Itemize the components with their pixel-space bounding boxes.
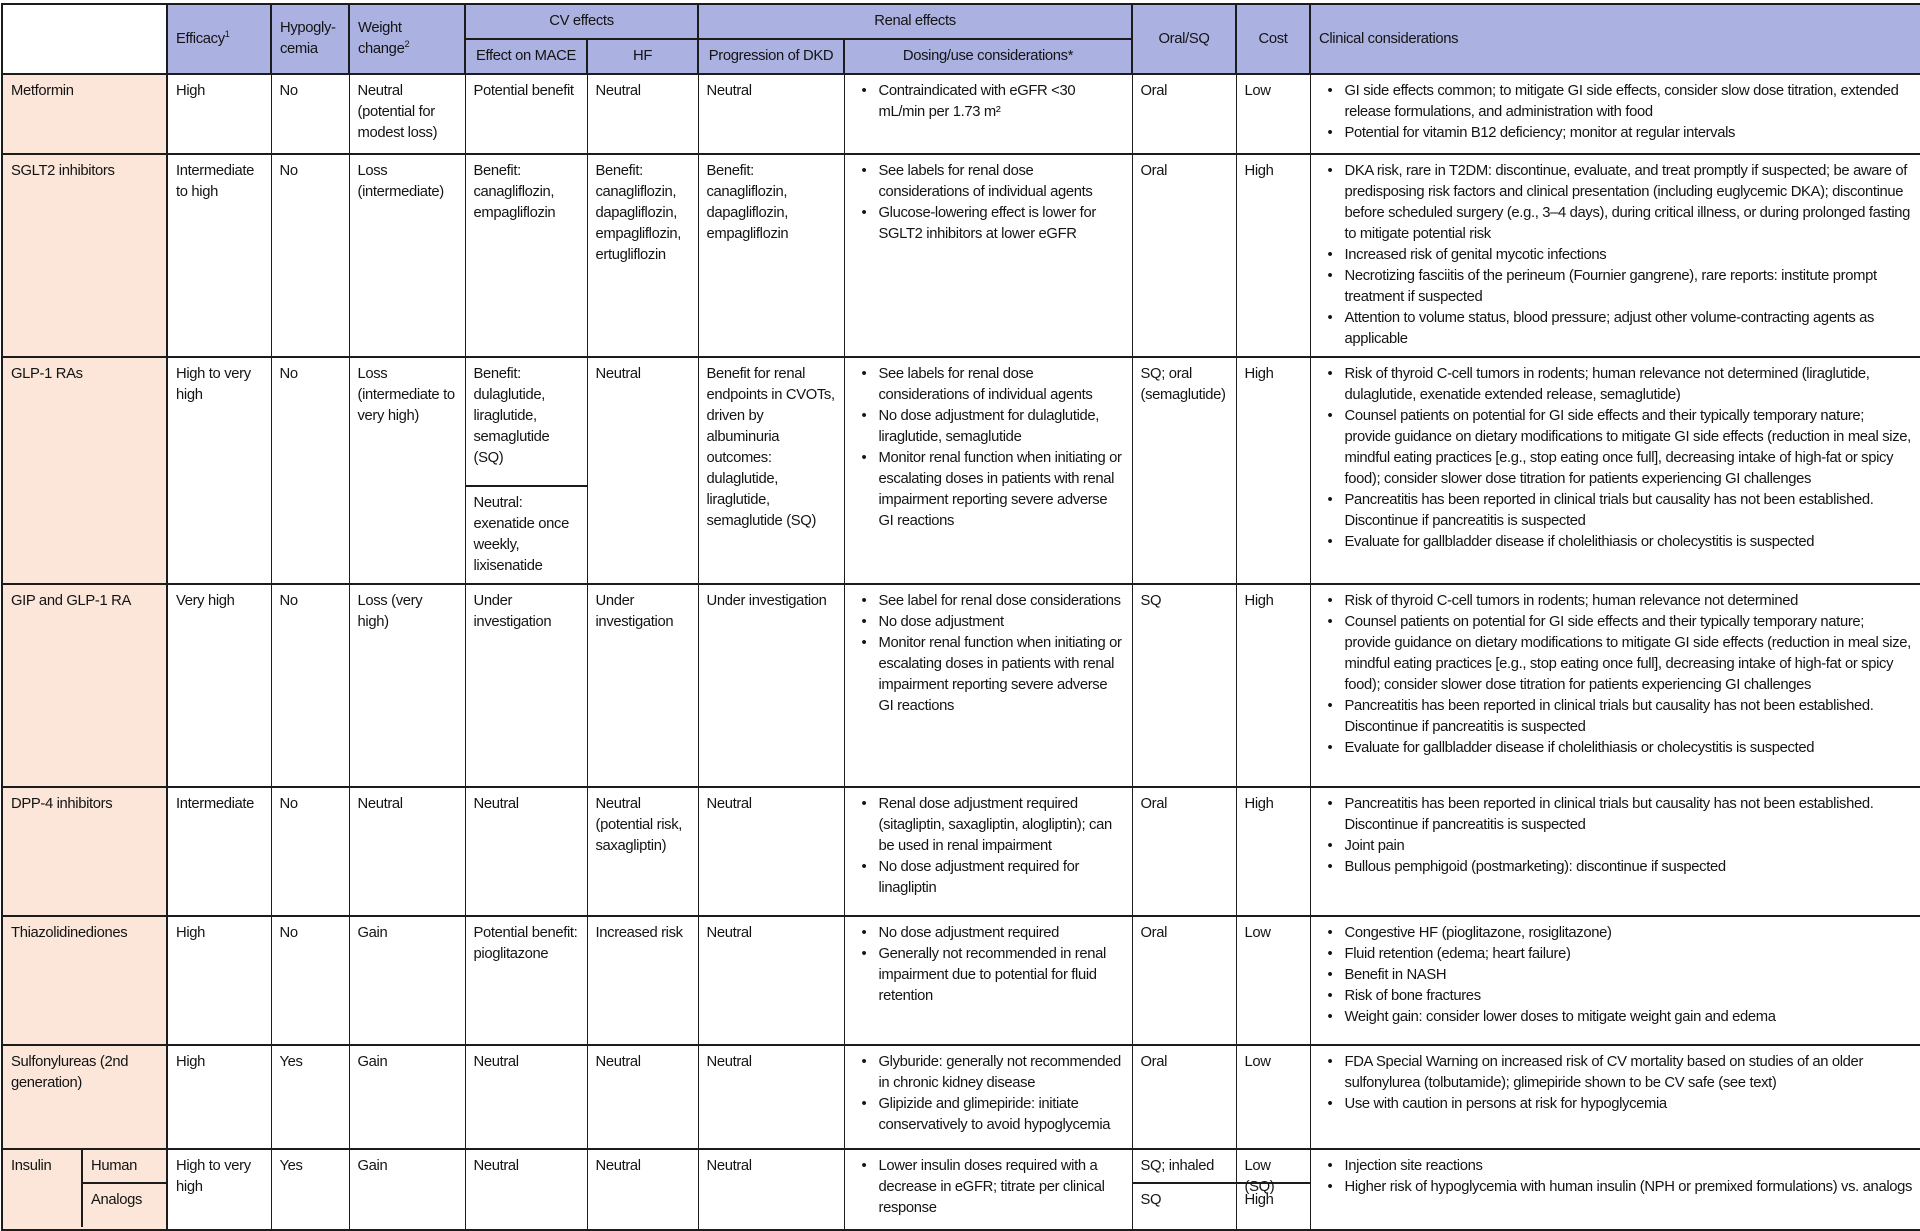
insulin-analogs-cost-subcell: High	[1244, 1192, 1274, 1208]
sglt2-dosing-cell	[844, 154, 1132, 357]
bullet-item	[1319, 123, 1914, 144]
metformin-dkd-cell: Neutral	[698, 74, 844, 154]
metformin-weight-change-cell: Neutral (potential for modest loss)	[349, 74, 465, 154]
metformin-dosing-cell	[844, 74, 1132, 154]
renal-effects-group-label: Renal effects	[874, 13, 956, 29]
table-row-metformin	[2, 74, 1920, 154]
bullet-text: Necrotizing fasciitis of the perineum (Fournier gangrene), rare reports: institute prompt treatment if suspected	[1344, 268, 1877, 305]
tzd-dkd-cell: Neutral	[698, 916, 844, 1045]
header-row-groups	[2, 4, 1920, 39]
metformin-mace-cell: Potential benefit	[465, 74, 587, 154]
bullet-text: Pancreatitis has been reported in clinical trials but causality has not been established. Discontinue if pancreatitis is suspected	[1344, 492, 1874, 529]
bullet-text: Pancreatitis has been reported in clinical trials but causality has not been established. Discontinue if pancreatitis is suspected	[1344, 796, 1874, 833]
insulin-oral-sq-split	[1133, 1150, 1236, 1227]
bullet-text: No dose adjustment required for linagliptin	[878, 859, 1080, 896]
dpp4-efficacy-cell: Intermediate	[167, 787, 271, 916]
bullet-icon: •	[1327, 925, 1333, 941]
sulfonylureas-clinical-cell	[1310, 1045, 1920, 1149]
tzd-clinical-cell	[1310, 916, 1920, 1045]
tzd-drug-cell: Thiazolidinediones	[2, 916, 167, 1045]
bullet-icon: •	[861, 593, 867, 609]
insulin-human-cost-subcell: Low (SQ)	[1237, 1150, 1310, 1184]
glp1-efficacy-cell: High to very high	[167, 357, 271, 584]
bullet-icon: •	[861, 946, 867, 962]
bullet-item	[1319, 1007, 1914, 1028]
bullet-item	[1319, 696, 1914, 738]
insulin-drug-cell	[2, 1149, 167, 1230]
dpp4-dkd-cell: Neutral	[698, 787, 844, 916]
bullet-text: Benefit in NASH	[1344, 967, 1447, 983]
dpp4-clinical-cell	[1310, 787, 1920, 916]
glp1-mace-cell	[465, 357, 587, 584]
bullet-icon: •	[1327, 859, 1333, 875]
dpp4-hypoglycemia-cell: No	[271, 787, 349, 916]
insulin-oral-sq-cell	[1132, 1149, 1236, 1230]
bullet-item	[1319, 612, 1914, 696]
bullet-icon: •	[861, 796, 867, 812]
bullet-item	[853, 857, 1124, 899]
metformin-drug-cell: Metformin	[2, 74, 167, 154]
bullet-icon: •	[861, 635, 867, 651]
cost-header-label: Cost	[1258, 30, 1288, 47]
metformin-oral-sq-cell: Oral	[1132, 74, 1236, 154]
glp1-clinical-cell	[1310, 357, 1920, 584]
progression-of-dkd-header-label: Progression of DKD	[708, 48, 834, 64]
glp1-weight-change-cell: Loss (intermediate to very high)	[349, 357, 465, 584]
bullet-icon: •	[861, 1054, 867, 1070]
bullet-icon: •	[1327, 698, 1333, 714]
sglt2-mace-cell: Benefit: canagliflozin, empagliflozin	[465, 154, 587, 357]
col-header-clinical-considerations	[1310, 4, 1920, 74]
bullet-text: Fluid retention (edema; heart failure)	[1344, 946, 1571, 962]
insulin-clinical-cell	[1310, 1149, 1920, 1230]
dpp4-weight-change-cell: Neutral	[349, 787, 465, 916]
bullet-icon: •	[1327, 1158, 1333, 1174]
insulin-hf-cell: Neutral	[587, 1149, 698, 1230]
bullet-item	[1319, 1052, 1914, 1094]
dpp4-drug-cell: DPP-4 inhibitors	[2, 787, 167, 916]
gip-glp1-mace-cell: Under investigation	[465, 584, 587, 787]
bullet-icon: •	[1327, 838, 1333, 854]
bullet-icon: •	[1327, 593, 1333, 609]
bullet-item	[853, 161, 1124, 203]
bullet-icon: •	[1327, 1096, 1333, 1112]
glp1-oral-sq-cell: SQ; oral (semaglutide)	[1132, 357, 1236, 584]
group-header-renal-effects	[698, 4, 1132, 39]
bullet-item	[1319, 266, 1914, 308]
bullet-text: Glyburide: generally not recommended in chronic kidney disease	[878, 1054, 1121, 1091]
bullet-item	[853, 612, 1124, 633]
sglt2-dkd-cell: Benefit: canagliflozin, dapagliflozin, empagliflozin	[698, 154, 844, 357]
bullet-item	[853, 1052, 1124, 1094]
col-header-cost	[1236, 4, 1310, 74]
col-header-oral-sq	[1132, 4, 1236, 74]
bullet-text: Pancreatitis has been reported in clinical trials but causality has not been established. Discontinue if pancreatitis is suspected	[1344, 698, 1874, 735]
bullet-icon: •	[1327, 946, 1333, 962]
tzd-dosing-cell	[844, 916, 1132, 1045]
col-header-weight-change	[349, 4, 465, 74]
insulin-hypoglycemia-cell: Yes	[271, 1149, 349, 1230]
bullet-icon: •	[861, 366, 867, 382]
bullet-item	[1319, 364, 1914, 406]
insulin-drug-split	[3, 1150, 166, 1227]
sulfonylureas-oral-sq-cell: Oral	[1132, 1045, 1236, 1149]
medication-comparison-table	[1, 3, 1920, 1231]
dpp4-cost-cell: High	[1236, 787, 1310, 916]
sglt2-hf-cell: Benefit: canagliflozin, dapagliflozin, empagliflozin, ertugliflozin	[587, 154, 698, 357]
bullet-item	[1319, 161, 1914, 245]
gip-glp1-hypoglycemia-cell: No	[271, 584, 349, 787]
bullet-icon: •	[1327, 967, 1333, 983]
bullet-item	[1319, 857, 1914, 878]
bullet-item	[1319, 490, 1914, 532]
insulin-drug-label: Insulin	[11, 1158, 52, 1174]
bullet-icon: •	[1327, 366, 1333, 382]
bullet-icon: •	[1327, 125, 1333, 141]
glp1-hypoglycemia-cell: No	[271, 357, 349, 584]
tzd-oral-sq-cell: Oral	[1132, 916, 1236, 1045]
sglt2-efficacy-cell: Intermediate to high	[167, 154, 271, 357]
efficacy-header-label: Efficacy	[176, 30, 225, 47]
gip-glp1-dosing-cell	[844, 584, 1132, 787]
col-header-hf	[587, 39, 698, 74]
gip-glp1-efficacy-cell: Very high	[167, 584, 271, 787]
gip-glp1-dkd-cell: Under investigation	[698, 584, 844, 787]
bullet-item	[1319, 1156, 1914, 1177]
bullet-text: Glucose-lowering effect is lower for SGLT2 inhibitors at lower eGFR	[878, 205, 1096, 242]
bullet-item	[853, 794, 1124, 857]
bullet-item	[853, 591, 1124, 612]
tzd-hf-cell: Increased risk	[587, 916, 698, 1045]
glp1-hf-cell: Neutral	[587, 357, 698, 584]
bullet-text: No dose adjustment for dulaglutide, liraglutide, semaglutide	[878, 408, 1100, 445]
sglt2-cost-cell: High	[1236, 154, 1310, 357]
bullet-icon: •	[1327, 492, 1333, 508]
bullet-icon: •	[1327, 988, 1333, 1004]
glp1-mace-benefit-subcell: Benefit: dulaglutide, liraglutide, semaglutide (SQ)	[473, 366, 550, 466]
tzd-mace-cell: Potential benefit: pioglitazone	[465, 916, 587, 1045]
bullet-text: FDA Special Warning on increased risk of CV mortality based on studies of an older sulfonylurea (tolbutamide); glimepiride shown to be CV safe (see text)	[1344, 1054, 1864, 1091]
glp1-mace-neutral-subcell: Neutral: exenatide once weekly, lixisenatide	[466, 485, 587, 583]
glp1-drug-cell: GLP-1 RAs	[2, 357, 167, 584]
bullet-icon: •	[1327, 408, 1333, 424]
dpp4-oral-sq-cell: Oral	[1132, 787, 1236, 916]
gip-glp1-clinical-cell	[1310, 584, 1920, 787]
bullet-text: Monitor renal function when initiating or escalating doses in patients with renal impairment reporting severe adverse GI reactions	[878, 450, 1122, 529]
bullet-item	[1319, 794, 1914, 836]
bullet-icon: •	[861, 925, 867, 941]
table-row-sulfonylureas	[2, 1045, 1920, 1149]
insulin-efficacy-cell: High to very high	[167, 1149, 271, 1230]
bullet-icon: •	[1327, 1054, 1333, 1070]
bullet-icon: •	[1327, 83, 1333, 99]
bullet-item	[1319, 1177, 1914, 1198]
clinical-considerations-header-label: Clinical considerations	[1319, 30, 1459, 47]
insulin-analogs-subcell: Analogs	[91, 1192, 143, 1208]
bullet-icon: •	[861, 408, 867, 424]
gip-glp1-hf-cell: Under investigation	[587, 584, 698, 787]
bullet-text: Monitor renal function when initiating or escalating doses in patients with renal impairment reporting severe adverse GI reactions	[878, 635, 1122, 714]
bullet-text: See labels for renal dose considerations of individual agents	[878, 163, 1093, 200]
effect-on-mace-header-label: Effect on MACE	[475, 48, 577, 64]
bullet-item	[853, 633, 1124, 717]
bullet-item	[1319, 81, 1914, 123]
bullet-item	[1319, 308, 1914, 350]
table-row-thiazolidinediones	[2, 916, 1920, 1045]
bullet-item	[853, 406, 1124, 448]
metformin-efficacy-cell: High	[167, 74, 271, 154]
bullet-item	[1319, 923, 1914, 944]
glp1-mace-split	[466, 358, 587, 583]
tzd-hypoglycemia-cell: No	[271, 916, 349, 1045]
sulfonylureas-mace-cell: Neutral	[465, 1045, 587, 1149]
col-header-hypoglycemia	[271, 4, 349, 74]
metformin-cost-cell: Low	[1236, 74, 1310, 154]
sulfonylureas-cost-cell: Low	[1236, 1045, 1310, 1149]
bullet-icon: •	[1327, 268, 1333, 284]
bullet-item	[853, 1094, 1124, 1136]
bullet-icon: •	[861, 205, 867, 221]
bullet-text: Contraindicated with eGFR <30 mL/min per 1.73 m²	[878, 83, 1076, 120]
bullet-text: Increased risk of genital mycotic infections	[1344, 247, 1607, 263]
col-header-effect-on-mace	[465, 39, 587, 74]
dpp4-hf-cell: Neutral (potential risk, saxagliptin)	[587, 787, 698, 916]
bullet-text: Injection site reactions	[1344, 1158, 1483, 1174]
bullet-icon: •	[1327, 534, 1333, 550]
bullet-icon: •	[861, 83, 867, 99]
bullet-icon: •	[861, 1096, 867, 1112]
metformin-hf-cell: Neutral	[587, 74, 698, 154]
bullet-item	[853, 448, 1124, 532]
insulin-weight-change-cell: Gain	[349, 1149, 465, 1230]
sulfonylureas-weight-change-cell: Gain	[349, 1045, 465, 1149]
bullet-icon: •	[1327, 1009, 1333, 1025]
bullet-text: Counsel patients on potential for GI side effects and their typically temporary nature; provide guidance on dietary modifications to mitigate GI side effects (reduction in meal size, mindful eating practices [e.g., stop eating once full], decreasing intake of high-fat or spicy food); consider slower dose titration for patients experiencing GI challenges	[1344, 408, 1911, 487]
sulfonylureas-efficacy-cell: High	[167, 1045, 271, 1149]
weight-change-footnote-marker: 2	[404, 39, 410, 50]
sulfonylureas-drug-cell: Sulfonylureas (2nd generation)	[2, 1045, 167, 1149]
sulfonylureas-dosing-cell	[844, 1045, 1132, 1149]
glp1-cost-cell: High	[1236, 357, 1310, 584]
bullet-item	[1319, 738, 1914, 759]
sulfonylureas-hypoglycemia-cell: Yes	[271, 1045, 349, 1149]
bullet-item	[1319, 965, 1914, 986]
table-row-insulin	[2, 1149, 1920, 1230]
insulin-human-route-subcell: SQ; inhaled	[1133, 1150, 1236, 1184]
bullet-item	[1319, 986, 1914, 1007]
cv-effects-group-label: CV effects	[549, 13, 614, 29]
bullet-icon: •	[861, 614, 867, 630]
glp1-dkd-cell: Benefit for renal endpoints in CVOTs, driven by albuminuria outcomes: dulaglutide, liraglutide, semaglutide (SQ)	[698, 357, 844, 584]
col-header-efficacy	[167, 4, 271, 74]
bullet-item	[853, 944, 1124, 1007]
efficacy-footnote-marker: 1	[224, 28, 230, 39]
bullet-text: No dose adjustment required	[878, 925, 1060, 941]
bullet-text: No dose adjustment	[878, 614, 1004, 630]
bullet-icon: •	[1327, 740, 1333, 756]
bullet-icon: •	[861, 1158, 867, 1174]
hf-header-label: HF	[632, 48, 653, 64]
bullet-item	[853, 81, 1124, 123]
metformin-clinical-cell	[1310, 74, 1920, 154]
bullet-text: Risk of bone fractures	[1344, 988, 1481, 1004]
col-header-dosing-considerations	[844, 39, 1132, 74]
bullet-text: Joint pain	[1344, 838, 1405, 854]
bullet-icon: •	[1327, 310, 1333, 326]
sulfonylureas-dkd-cell: Neutral	[698, 1045, 844, 1149]
bullet-text: Generally not recommended in renal impairment due to potential for fluid retention	[878, 946, 1106, 1004]
table-row-glp1-ras	[2, 357, 1920, 584]
bullet-item	[853, 1156, 1124, 1219]
bullet-text: Glipizide and glimepiride: initiate conservatively to avoid hypoglycemia	[878, 1096, 1111, 1133]
bullet-item	[1319, 532, 1914, 553]
insulin-human-subcell: Human	[83, 1150, 166, 1184]
insulin-cost-split	[1237, 1150, 1310, 1227]
bullet-item	[853, 203, 1124, 245]
insulin-dkd-cell: Neutral	[698, 1149, 844, 1230]
bullet-text: Higher risk of hypoglycemia with human insulin (NPH or premixed formulations) vs. analogs	[1344, 1179, 1913, 1195]
insulin-cost-cell	[1236, 1149, 1310, 1230]
bullet-icon: •	[861, 450, 867, 466]
bullet-icon: •	[1327, 1179, 1333, 1195]
insulin-mace-cell: Neutral	[465, 1149, 587, 1230]
weight-change-header-label: Weight change	[358, 20, 405, 57]
corner-cell	[2, 4, 167, 74]
bullet-text: See labels for renal dose considerations of individual agents	[878, 366, 1093, 403]
table-row-dpp4-inhibitors	[2, 787, 1920, 916]
bullet-icon: •	[1327, 163, 1333, 179]
bullet-item	[1319, 1094, 1914, 1115]
bullet-item	[853, 364, 1124, 406]
insulin-dosing-cell	[844, 1149, 1132, 1230]
gip-glp1-cost-cell: High	[1236, 584, 1310, 787]
bullet-text: Bullous pemphigoid (postmarketing): discontinue if suspected	[1344, 859, 1726, 875]
bullet-item	[853, 923, 1124, 944]
bullet-icon: •	[861, 163, 867, 179]
tzd-weight-change-cell: Gain	[349, 916, 465, 1045]
sulfonylureas-hf-cell: Neutral	[587, 1045, 698, 1149]
bullet-icon: •	[1327, 796, 1333, 812]
sglt2-weight-change-cell: Loss (intermediate)	[349, 154, 465, 357]
dpp4-dosing-cell	[844, 787, 1132, 916]
dosing-considerations-header-label: Dosing/use considerations*	[902, 48, 1074, 64]
sglt2-hypoglycemia-cell: No	[271, 154, 349, 357]
bullet-icon: •	[1327, 614, 1333, 630]
bullet-item	[1319, 406, 1914, 490]
table-row-sglt2-inhibitors	[2, 154, 1920, 357]
bullet-item	[1319, 591, 1914, 612]
bullet-text: Counsel patients on potential for GI side effects and their typically temporary nature; provide guidance on dietary modifications to mitigate GI side effects (reduction in meal size, mindful eating practices [e.g., stop eating once full], decreasing intake of high-fat or spicy food); consider slower dose titration for patients experiencing GI challenges	[1344, 614, 1911, 693]
gip-glp1-weight-change-cell: Loss (very high)	[349, 584, 465, 787]
gip-glp1-oral-sq-cell: SQ	[1132, 584, 1236, 787]
col-header-progression-of-dkd	[698, 39, 844, 74]
bullet-text: See label for renal dose considerations	[878, 593, 1121, 609]
sglt2-oral-sq-cell: Oral	[1132, 154, 1236, 357]
bullet-icon: •	[1327, 247, 1333, 263]
bullet-item	[1319, 245, 1914, 266]
oral-sq-header-label: Oral/SQ	[1158, 30, 1210, 47]
bullet-text: GI side effects common; to mitigate GI side effects, consider slow dose titration, extended release formulations, and administration with food	[1344, 83, 1899, 120]
bullet-icon: •	[861, 859, 867, 875]
bullet-item	[1319, 944, 1914, 965]
bullet-item	[1319, 836, 1914, 857]
bullet-text: Potential for vitamin B12 deficiency; monitor at regular intervals	[1344, 125, 1736, 141]
sglt2-drug-cell: SGLT2 inhibitors	[2, 154, 167, 357]
bullet-text: Congestive HF (pioglitazone, rosiglitazone)	[1344, 925, 1612, 941]
bullet-text: Risk of thyroid C-cell tumors in rodents; human relevance not determined	[1344, 593, 1798, 609]
bullet-text: Lower insulin doses required with a decrease in eGFR; titrate per clinical response	[878, 1158, 1105, 1216]
bullet-text: Risk of thyroid C-cell tumors in rodents; human relevance not determined (liraglutide, dulaglutide, exenatide extended release, semaglutide)	[1344, 366, 1870, 403]
bullet-text: Attention to volume status, blood pressure; adjust other volume-contracting agents as applicable	[1344, 310, 1875, 347]
dpp4-mace-cell: Neutral	[465, 787, 587, 916]
bullet-text: Renal dose adjustment required (sitagliptin, saxagliptin, alogliptin); can be used in renal impairment	[878, 796, 1112, 854]
tzd-efficacy-cell: High	[167, 916, 271, 1045]
bullet-text: Evaluate for gallbladder disease if cholelithiasis or cholecystitis is suspected	[1344, 740, 1815, 756]
metformin-hypoglycemia-cell: No	[271, 74, 349, 154]
table-row-gip-glp1-ra	[2, 584, 1920, 787]
bullet-text: Evaluate for gallbladder disease if cholelithiasis or cholecystitis is suspected	[1344, 534, 1815, 550]
bullet-text: Use with caution in persons at risk for hypoglycemia	[1344, 1096, 1667, 1112]
tzd-cost-cell: Low	[1236, 916, 1310, 1045]
insulin-analogs-route-subcell: SQ	[1140, 1192, 1162, 1208]
bullet-text: DKA risk, rare in T2DM: discontinue, evaluate, and treat promptly if suspected; be aware of predisposing risk factors and clinical presentation (including euglycemic DKA); discontinue before scheduled surgery (e.g., 3–4 days), during critical illness, or during prolonged fasting to mitigate potential risk	[1344, 163, 1911, 242]
glp1-dosing-cell	[844, 357, 1132, 584]
insulin-subtype-column	[81, 1150, 166, 1227]
gip-glp1-drug-cell: GIP and GLP-1 RA	[2, 584, 167, 787]
group-header-cv-effects	[465, 4, 698, 39]
sglt2-clinical-cell	[1310, 154, 1920, 357]
bullet-text: Weight gain: consider lower doses to mitigate weight gain and edema	[1344, 1009, 1776, 1025]
hypoglycemia-header-label: Hypogly-cemia	[280, 20, 336, 57]
